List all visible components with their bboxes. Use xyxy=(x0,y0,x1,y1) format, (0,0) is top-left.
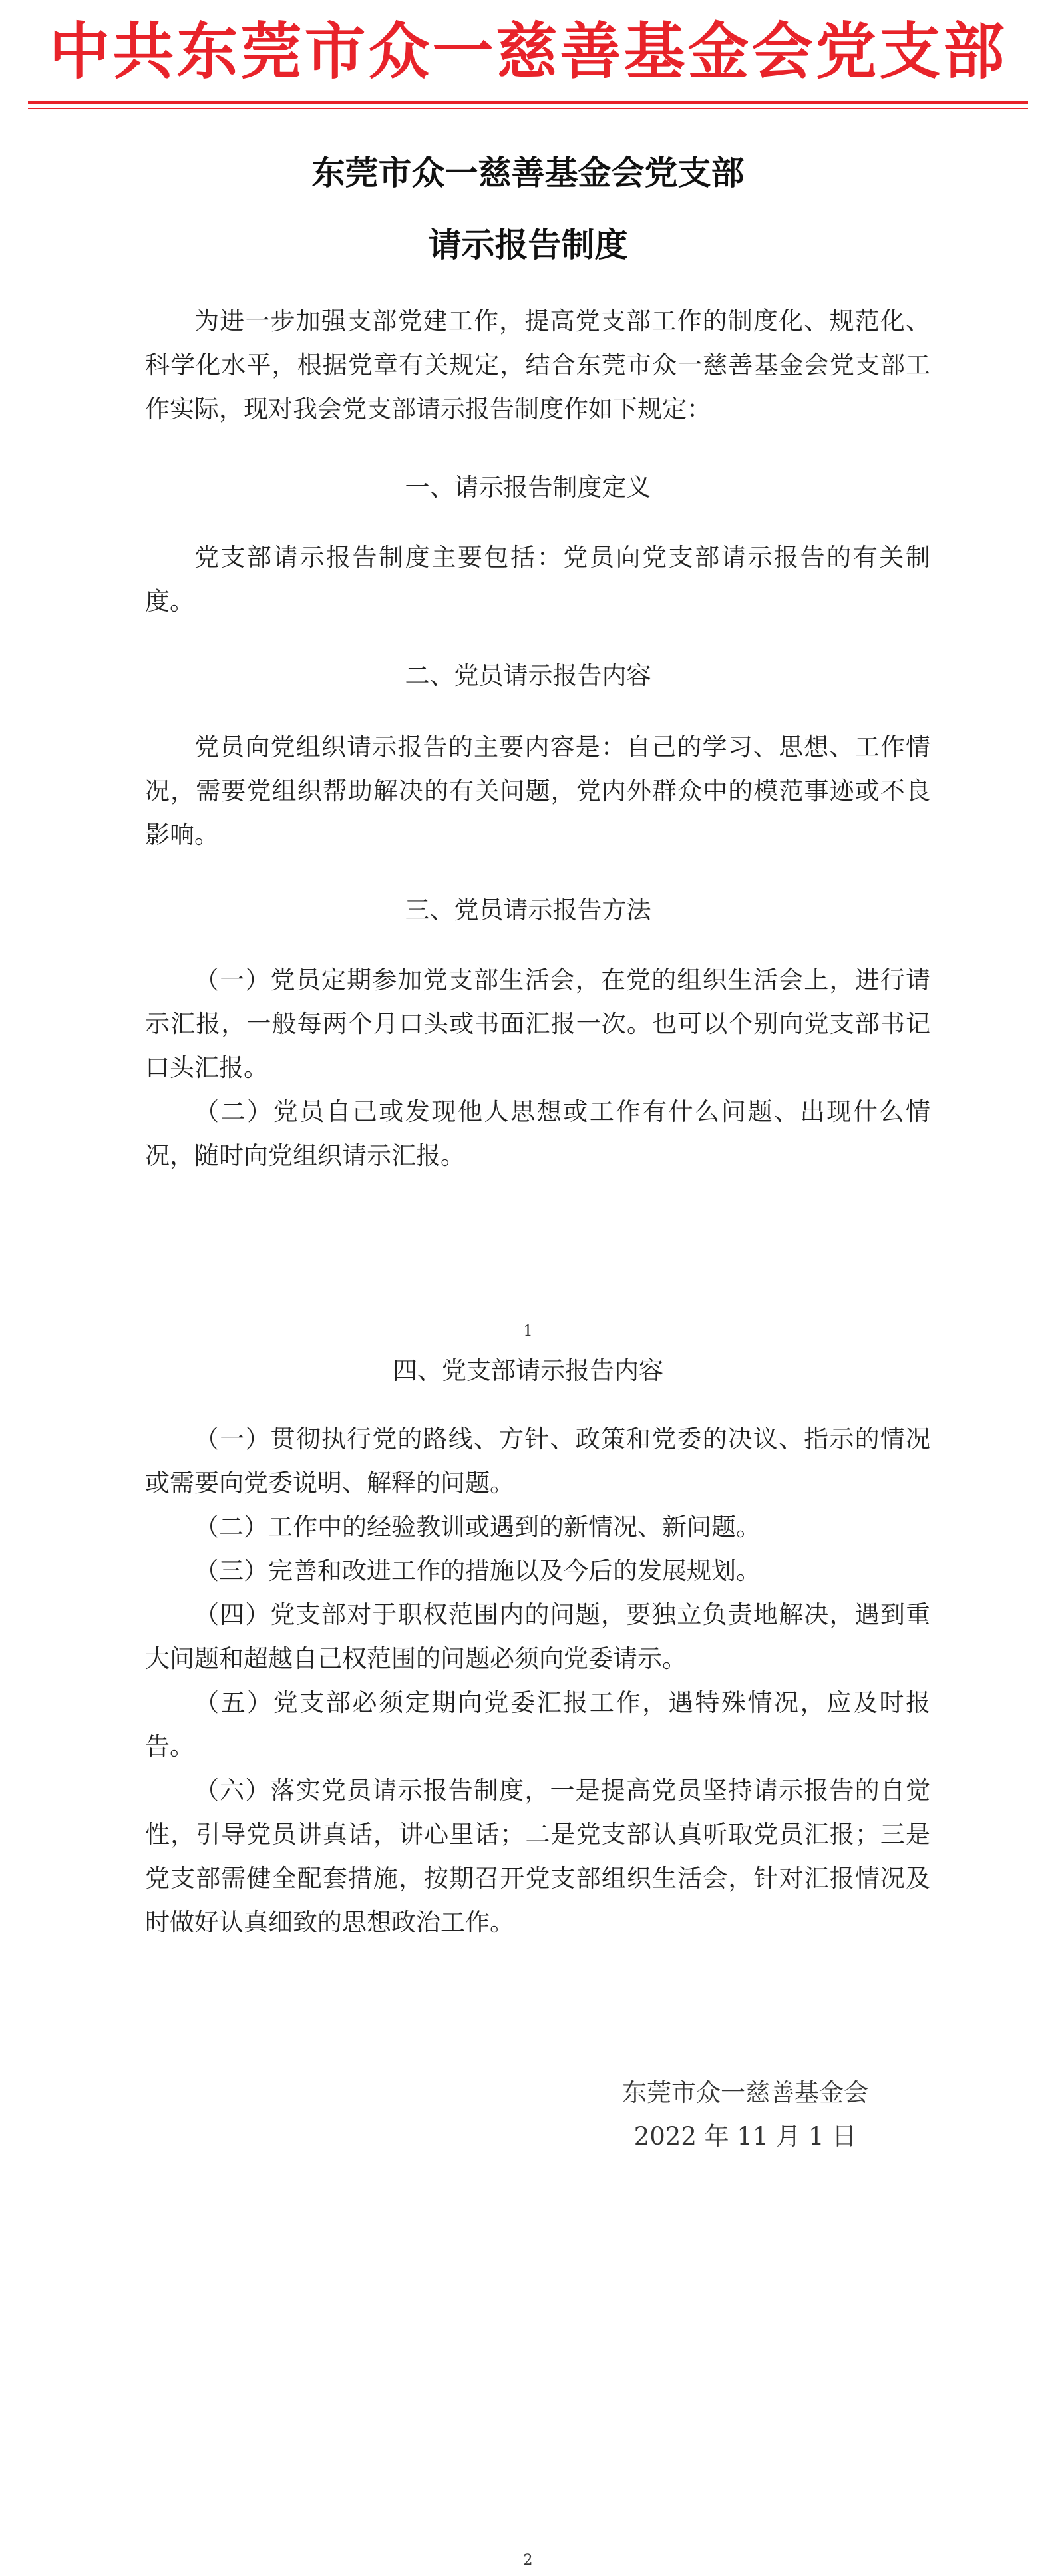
document-page-2 xyxy=(0,1344,1056,2576)
page-number-2: 2 xyxy=(523,2552,533,2569)
section-3-paragraph-1: （一）党员定期参加党支部生活会，在党的组织生活会上，进行请示汇报，一般每两个月口头或书面汇报一次。也可以个别向党支部书记口头汇报。 xyxy=(145,966,930,1082)
section-4-paragraph-2: （二）工作中的经验教训或遇到的新情况、新问题。 xyxy=(194,1513,761,1541)
page-number-1: 1 xyxy=(523,1323,533,1340)
section-4-paragraph-5: （五）党支部必须定期向党委汇报工作，遇特殊情况，应及时报告。 xyxy=(145,1688,930,1761)
section-4-paragraph-3: （三）完善和改进工作的措施以及今后的发展规划。 xyxy=(194,1557,761,1585)
letterhead-rule-thin xyxy=(28,108,1028,109)
section-heading-4: 四、党支部请示报告内容 xyxy=(393,1356,663,1385)
signature-date: 2022 年 11 月 1 日 xyxy=(633,2122,857,2151)
document-title-line1: 东莞市众一慈善基金会党支部 xyxy=(311,154,745,192)
intro-paragraph: 为进一步加强支部党建工作，提高党支部工作的制度化、规范化、科学化水平，根据党章有关规定，结合东莞市众一慈善基金会党支部工作实际，现对我会党支部请示报告制度作如下规定： xyxy=(145,307,930,423)
letterhead-rule-thick xyxy=(28,101,1028,104)
section-3-paragraph-2: （二）党员自己或发现他人思想或工作有什么问题、出现什么情况，随时向党组织请示汇报。 xyxy=(145,1097,930,1170)
document-title-line2: 请示报告制度 xyxy=(428,226,628,264)
section-4-paragraph-6: （六）落实党员请示报告制度，一是提高党员坚持请示报告的自觉性，引导党员讲真话，讲心里话；二是党支部认真听取党员汇报；三是党支部需健全配套措施，按期召开党支部组织生活会，针对汇报情况及时做好认真细致的思想政治工作。 xyxy=(145,1776,930,1936)
section-4-paragraph-4: （四）党支部对于职权范围内的问题，要独立负责地解决，遇到重大问题和超越自己权范围的问题必须向党委请示。 xyxy=(145,1600,930,1673)
letterhead-title: 中共东莞市众一慈善基金会党支部 xyxy=(49,15,1007,87)
signature-organization: 东莞市众一慈善基金会 xyxy=(622,2078,868,2107)
section-heading-3: 三、党员请示报告方法 xyxy=(405,896,651,924)
section-heading-2: 二、党员请示报告内容 xyxy=(405,661,651,690)
section-2-paragraph-1: 党员向党组织请示报告的主要内容是：自己的学习、思想、工作情况，需要党组织帮助解决的有关问题，党内外群众中的模范事迹或不良影响。 xyxy=(145,733,930,849)
section-heading-1: 一、请示报告制度定义 xyxy=(405,473,651,502)
section-4-paragraph-1: （一）贯彻执行党的路线、方针、政策和党委的决议、指示的情况或需要向党委说明、解释的问题。 xyxy=(145,1425,930,1497)
section-1-paragraph-1: 党支部请示报告制度主要包括：党员向党支部请示报告的有关制度。 xyxy=(145,543,930,616)
